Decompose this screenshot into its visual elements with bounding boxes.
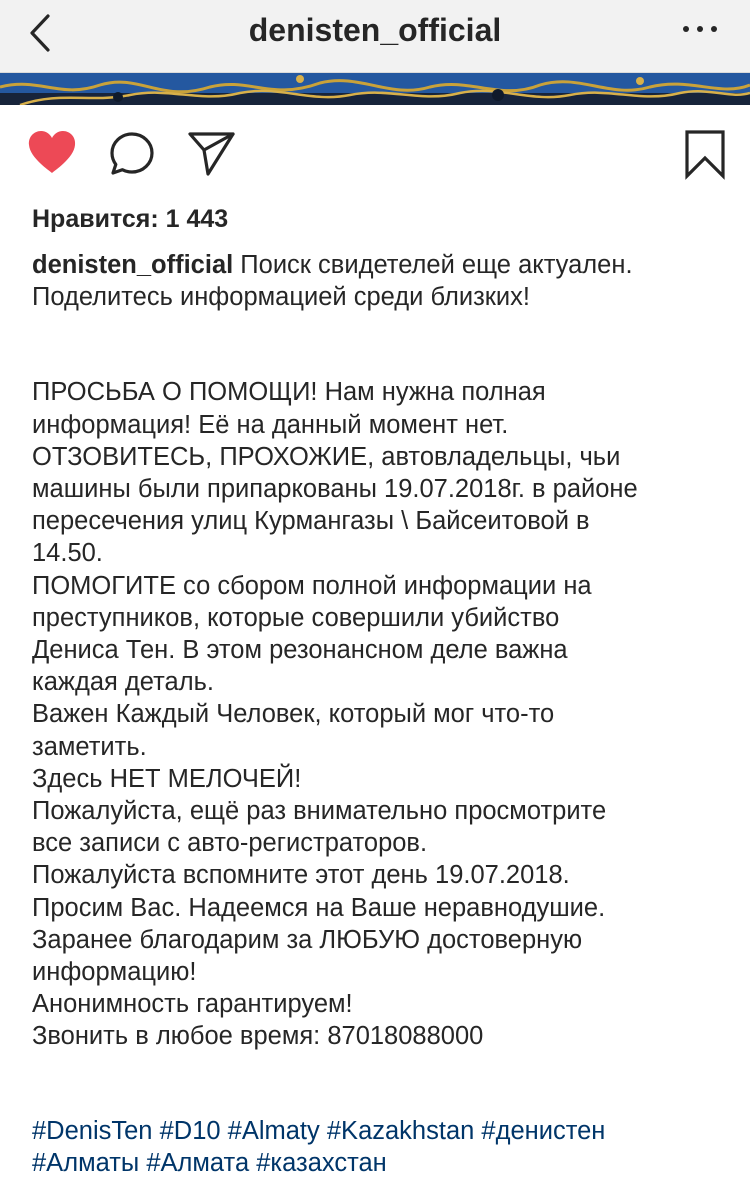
caption-line: информация! Её на данный момент нет. <box>32 410 509 439</box>
caption-line: 14.50. <box>32 539 103 568</box>
caption-line: Пожалуйста вспомните этот день 19.07.2018. <box>32 861 570 890</box>
caption-line: ОТЗОВИТЕСЬ, ПРОХОЖИЕ, автовладельцы, чьи <box>32 442 621 471</box>
post-image[interactable] <box>0 73 750 105</box>
bookmark-icon <box>682 128 728 182</box>
top-nav-bar <box>0 0 750 73</box>
hashtag-line <box>32 1115 732 1147</box>
profile-username-title: denisten_official <box>248 12 502 48</box>
caption-blank-line <box>32 313 732 345</box>
caption-line <box>32 249 732 281</box>
post-action-bar <box>0 118 750 190</box>
hashtag-link[interactable]: #Almaty <box>227 1117 320 1145</box>
caption-line: Заранее благодарим за ЛЮБУЮ достоверную <box>32 925 583 954</box>
caption-line: Просим Вас. Надеемся на Ваше неравнодушие. <box>32 893 606 922</box>
caption-line: заметить. <box>32 732 147 761</box>
caption-line: Важен Каждый Человек, который мог что-то <box>32 700 555 729</box>
caption-line: пересечения улиц Курмангазы \ Байсеитовой в <box>32 507 590 536</box>
caption-line: ПРОСЬБА О ПОМОЩИ! Нам нужна полная <box>32 378 546 407</box>
hashtag-link[interactable]: #казахстан <box>256 1149 387 1177</box>
caption-line: все записи с авто-регистраторов. <box>32 829 428 858</box>
caption-line: Здесь НЕТ МЕЛОЧЕЙ! <box>32 764 302 793</box>
heart-filled-icon <box>26 128 78 176</box>
caption-line: ПОМОГИТЕ со сбором полной информации на <box>32 571 592 600</box>
comment-button[interactable] <box>108 130 156 178</box>
more-options-button[interactable] <box>678 14 722 44</box>
caption-line: информацию! <box>32 958 197 987</box>
hashtag-link[interactable]: #Kazakhstan <box>326 1117 475 1145</box>
caption-line: преступников, которые совершили убийство <box>32 603 560 632</box>
like-button[interactable] <box>26 128 78 176</box>
caption-line: Поделитесь информацией среди близких! <box>32 283 530 312</box>
likes-count[interactable]: Нравится: 1 443 <box>32 205 229 233</box>
post-image-pattern <box>0 73 750 105</box>
more-horizontal-icon <box>678 14 722 44</box>
hashtag-link[interactable]: #Алмата <box>146 1149 250 1177</box>
caption-line: Пожалуйста, ещё раз внимательно просмотрите <box>32 797 607 826</box>
post-caption <box>32 249 732 1053</box>
hashtag-link[interactable]: #Алматы <box>32 1149 140 1177</box>
caption-line: каждая деталь. <box>32 668 214 697</box>
caption-text: Поиск свидетелей еще актуален. <box>233 251 633 279</box>
share-button[interactable] <box>186 128 238 180</box>
caption-line: Дениса Тен. В этом резонансном деле важна <box>32 636 568 665</box>
caption-username[interactable]: denisten_official <box>32 251 234 279</box>
hashtag-link[interactable]: #DenisTen <box>32 1117 153 1145</box>
hashtag-link[interactable]: #денистен <box>481 1117 606 1145</box>
hashtag-line <box>32 1147 732 1179</box>
caption-line: машины были припаркованы 19.07.2018г. в районе <box>32 475 638 504</box>
paper-plane-icon <box>186 128 238 180</box>
hashtag-link[interactable]: #D10 <box>159 1117 221 1145</box>
comment-bubble-icon <box>108 130 156 178</box>
save-button[interactable] <box>682 128 728 182</box>
hashtag-block <box>32 1115 732 1179</box>
caption-line: Анонимность гарантируем! <box>32 990 353 1019</box>
caption-line: Звонить в любое время: 87018088000 <box>32 1022 484 1051</box>
